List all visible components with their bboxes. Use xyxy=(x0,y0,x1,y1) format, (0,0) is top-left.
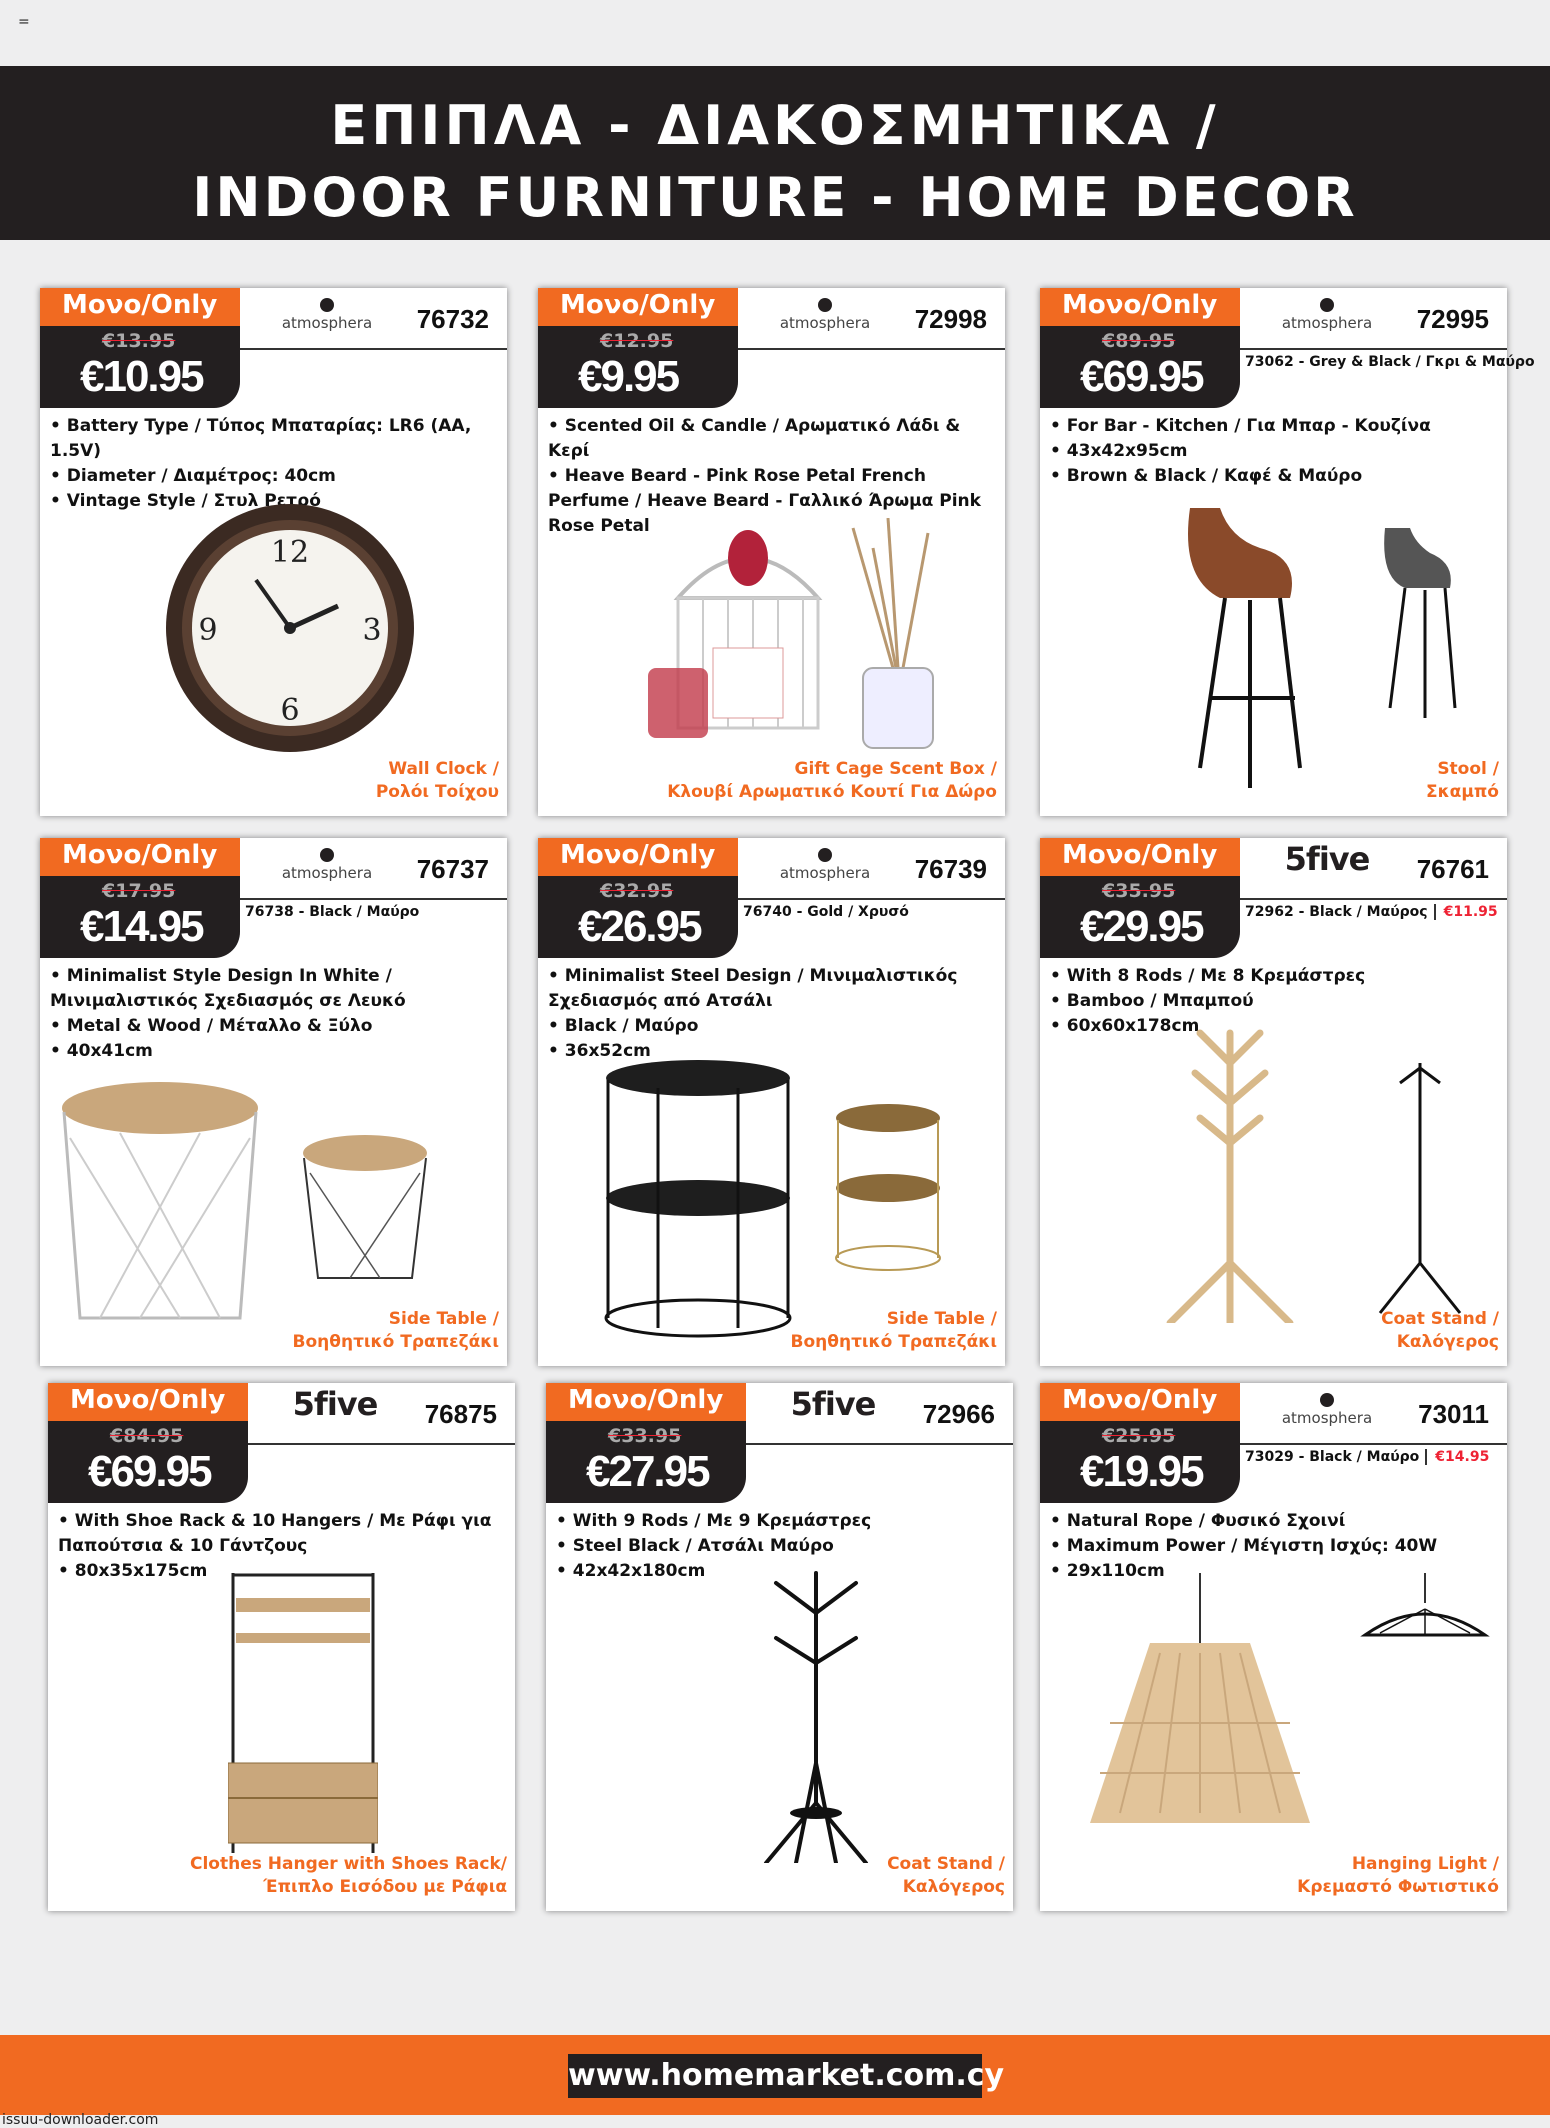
only-badge: Μονο/Only xyxy=(1040,1383,1240,1421)
feature-item: Μινιμαλιστικός Σχεδιασμός σε Λευκό xyxy=(50,991,406,1011)
brand-logo xyxy=(280,1385,390,1423)
feature-item: • Minimalist Style Design In White / xyxy=(50,966,392,986)
brand-logo xyxy=(778,1385,888,1423)
feature-item: Παπούτσια & 10 Γάντζους xyxy=(58,1536,308,1556)
footer-bar xyxy=(0,2035,1550,2115)
only-badge: Μονο/Only xyxy=(538,838,738,876)
brand-name: 5five xyxy=(790,1385,876,1423)
product-card xyxy=(40,288,507,816)
product-label xyxy=(190,1853,507,1899)
feature-item: • Diameter / Διαμέτρος: 40cm xyxy=(50,466,336,486)
brand-logo xyxy=(1272,1393,1382,1427)
feature-item: • With 9 Rods / Με 9 Κρεμάστρες xyxy=(556,1511,872,1531)
product-code: 76732 xyxy=(416,304,489,334)
brand-logo-icon xyxy=(818,848,832,862)
feature-item: • 29x110cm xyxy=(1050,1561,1165,1581)
product-name-greek: Καλόγερος xyxy=(1396,1332,1499,1352)
feature-item: • 36x52cm xyxy=(548,1041,651,1061)
price-box xyxy=(1040,326,1240,408)
feature-list xyxy=(548,964,999,1064)
product-name-english: Coat Stand / xyxy=(887,1854,1005,1874)
product-card xyxy=(40,838,507,1366)
variant-info xyxy=(1245,1449,1497,1465)
product-image xyxy=(228,1573,378,1857)
feature-item: • Bamboo / Μπαμπού xyxy=(1050,991,1254,1011)
variant-text: 76740 - Gold / Χρυσό xyxy=(743,904,909,920)
product-code: 76739 xyxy=(914,854,987,884)
menu-mark: = xyxy=(18,14,30,30)
product-code: 72998 xyxy=(914,304,987,334)
old-price: €25.95 xyxy=(1102,1425,1176,1447)
feature-item: • Heave Beard - Pink Rose Petal French xyxy=(548,466,926,486)
feature-item: • Minimalist Steel Design / Μινιμαλιστικός xyxy=(548,966,958,986)
brand-logo xyxy=(1272,298,1382,332)
svg-text:9: 9 xyxy=(198,613,218,648)
feature-item: • 80x35x175cm xyxy=(58,1561,208,1581)
current-price: €19.95 xyxy=(1080,1447,1203,1496)
price-box xyxy=(538,876,738,958)
brand-name: atmosphera xyxy=(779,864,871,882)
product-name-greek: Κρεμαστό Φωτιστικό xyxy=(1297,1877,1499,1897)
old-price: €32.95 xyxy=(600,880,674,902)
svg-text:6: 6 xyxy=(280,693,300,728)
feature-item: • 40x41cm xyxy=(50,1041,153,1061)
brand-logo xyxy=(272,848,382,882)
price-box xyxy=(538,326,738,408)
product-name-english: Wall Clock / xyxy=(388,759,499,779)
feature-item: Rose Petal xyxy=(548,516,650,536)
credit-text: issuu-downloader.com xyxy=(2,2112,159,2128)
feature-item: • Vintage Style / Στυλ Ρετρό xyxy=(50,491,321,511)
product-code: 73011 xyxy=(1418,1399,1489,1429)
price-box xyxy=(1040,876,1240,958)
current-price: €69.95 xyxy=(1080,352,1203,401)
product-card xyxy=(1040,288,1535,816)
product-card xyxy=(1040,838,1507,1366)
brand-logo xyxy=(1272,840,1382,878)
product-label xyxy=(667,758,997,804)
product-name-english: Clothes Hanger with Shoes Rack/ xyxy=(189,1854,507,1874)
feature-item: • Scented Oil & Candle / Αρωματικό Λάδι & xyxy=(548,416,961,436)
feature-item: Σχεδιασμός από Ατσάλι xyxy=(548,991,773,1011)
product-name-greek: Ρολόι Τοίχου xyxy=(375,782,499,802)
old-price: €84.95 xyxy=(110,1425,184,1447)
feature-item: • With Shoe Rack & 10 Hangers / Με Ράφι για xyxy=(58,1511,492,1531)
divider xyxy=(1240,1443,1507,1445)
product-name-english: Stool / xyxy=(1437,759,1499,779)
brand-logo xyxy=(770,848,880,882)
brand-name: atmosphera xyxy=(1281,314,1373,332)
old-price: €13.95 xyxy=(102,330,176,352)
brand-name: atmosphera xyxy=(281,864,373,882)
brand-name: atmosphera xyxy=(281,314,373,332)
brand-logo-icon xyxy=(1320,298,1334,312)
old-price: €12.95 xyxy=(600,330,674,352)
feature-item: • Black / Μαύρο xyxy=(548,1016,699,1036)
product-code: 72995 xyxy=(1416,304,1489,334)
product-name-greek: Σκαμπό xyxy=(1425,782,1499,802)
old-price: €35.95 xyxy=(1102,880,1176,902)
feature-item: • Battery Type / Τύπος Μπαταρίας: LR6 (AA, 1.5V) xyxy=(50,416,472,461)
brand-name: atmosphera xyxy=(1281,1409,1373,1427)
feature-item: • Natural Rope / Φυσικό Σχοινί xyxy=(1050,1511,1346,1531)
product-name-english: Gift Cage Scent Box / xyxy=(794,759,997,779)
price-box xyxy=(546,1421,746,1503)
header-title-english: INDOOR FURNITURE - HOME DECOR xyxy=(192,166,1358,229)
feature-list xyxy=(50,964,501,1064)
product-card xyxy=(538,838,1005,1366)
feature-item: • Metal & Wood / Μέταλλο & Ξύλο xyxy=(50,1016,373,1036)
feature-item: • 42x42x180cm xyxy=(556,1561,706,1581)
price-box xyxy=(48,1421,248,1503)
feature-item: • Steel Black / Ατσάλι Μαύρο xyxy=(556,1536,834,1556)
product-name-greek: Κλουβί Αρωματικό Κουτί Για Δώρο xyxy=(667,782,997,802)
product-image xyxy=(160,498,420,762)
divider xyxy=(240,348,507,350)
svg-text:3: 3 xyxy=(362,613,382,648)
product-label xyxy=(1381,1308,1499,1354)
product-label xyxy=(293,1308,499,1354)
page-header xyxy=(0,66,1550,240)
old-price: €33.95 xyxy=(608,1425,682,1447)
only-badge: Μονο/Only xyxy=(48,1383,248,1421)
price-box xyxy=(40,326,240,408)
product-name-english: Side Table / xyxy=(886,1309,997,1329)
product-name-english: Coat Stand / xyxy=(1381,1309,1499,1329)
feature-item: • For Bar - Kitchen / Για Μπαρ - Κουζίνα xyxy=(1050,416,1431,436)
product-code: 76737 xyxy=(416,854,489,884)
website-link[interactable]: www.homemarket.com.cy xyxy=(568,2054,982,2098)
old-price: €89.95 xyxy=(1102,330,1176,352)
only-badge: Μονο/Only xyxy=(40,288,240,326)
product-image xyxy=(1120,1023,1500,1327)
product-card xyxy=(48,1383,515,1911)
variant-info xyxy=(1245,354,1535,370)
product-image xyxy=(1120,488,1480,792)
product-name-greek: Καλόγερος xyxy=(902,1877,1005,1897)
product-card xyxy=(1040,1383,1507,1911)
only-badge: Μονο/Only xyxy=(546,1383,746,1421)
current-price: €29.95 xyxy=(1080,902,1203,951)
brand-logo-icon xyxy=(818,298,832,312)
variant-text: 73029 - Black / Μαύρο xyxy=(1245,1449,1420,1465)
product-label xyxy=(1426,758,1499,804)
header-title-greek: ΕΠΙΠΛΑ - ΔΙΑΚΟΣΜΗΤΙΚΑ / xyxy=(330,94,1220,157)
feature-item: • Maximum Power / Μέγιστη Ισχύς: 40W xyxy=(1050,1536,1438,1556)
variant-price: €14.95 xyxy=(1425,1449,1489,1465)
current-price: €26.95 xyxy=(578,902,701,951)
current-price: €10.95 xyxy=(80,352,203,401)
brand-name: 5five xyxy=(1284,840,1370,878)
divider xyxy=(1240,898,1507,900)
old-price: €17.95 xyxy=(102,880,176,902)
variant-text: 76738 - Black / Μαύρο xyxy=(245,904,420,920)
product-name-english: Side Table / xyxy=(388,1309,499,1329)
brand-logo-icon xyxy=(320,848,334,862)
product-label xyxy=(887,1853,1005,1899)
product-image xyxy=(1080,1573,1500,1847)
variant-price: €11.95 xyxy=(1434,904,1498,920)
product-label xyxy=(791,1308,997,1354)
only-badge: Μονο/Only xyxy=(40,838,240,876)
divider xyxy=(738,898,1005,900)
product-card xyxy=(546,1383,1013,1911)
product-name-greek: Βοηθητικό Τραπεζάκι xyxy=(292,1332,499,1352)
price-box xyxy=(1040,1421,1240,1503)
brand-logo xyxy=(770,298,880,332)
feature-item: • With 8 Rods / Με 8 Κρεμάστρες xyxy=(1050,966,1366,986)
product-code: 76761 xyxy=(1416,854,1489,884)
only-badge: Μονο/Only xyxy=(538,288,738,326)
current-price: €9.95 xyxy=(578,352,679,401)
variant-info xyxy=(743,904,995,920)
product-image xyxy=(736,1563,896,1867)
current-price: €69.95 xyxy=(88,1447,211,1496)
price-box xyxy=(40,876,240,958)
brand-logo-icon xyxy=(320,298,334,312)
current-price: €14.95 xyxy=(80,902,203,951)
feature-list xyxy=(1050,414,1501,489)
product-label xyxy=(376,758,499,804)
variant-text: 72962 - Black / Μαύρος xyxy=(1245,904,1428,920)
product-card xyxy=(538,288,1005,816)
divider xyxy=(738,348,1005,350)
feature-item: • 60x60x178cm xyxy=(1050,1016,1200,1036)
current-price: €27.95 xyxy=(586,1447,709,1496)
divider xyxy=(240,898,507,900)
product-name-greek: Βοηθητικό Τραπεζάκι xyxy=(790,1332,997,1352)
feature-item: • 43x42x95cm xyxy=(1050,441,1188,461)
variant-info xyxy=(1245,904,1497,920)
only-badge: Μονο/Only xyxy=(1040,838,1240,876)
product-label xyxy=(1297,1853,1499,1899)
divider xyxy=(1240,348,1507,350)
only-badge: Μονο/Only xyxy=(1040,288,1240,326)
product-name-greek: Έπιπλο Εισόδου με Ράφια xyxy=(263,1877,507,1897)
product-name-english: Hanging Light / xyxy=(1351,1854,1499,1874)
brand-logo-icon xyxy=(1320,1393,1334,1407)
divider xyxy=(248,1443,515,1445)
brand-name: atmosphera xyxy=(779,314,871,332)
product-image xyxy=(638,518,968,762)
divider xyxy=(746,1443,1013,1445)
product-code: 72966 xyxy=(922,1399,995,1429)
brand-logo xyxy=(272,298,382,332)
feature-item: Perfume / Heave Beard - Γαλλικό Άρωμα Pink xyxy=(548,491,981,511)
variant-text: 73062 - Grey & Black / Γκρι & Μαύρο xyxy=(1245,354,1535,370)
product-code: 76875 xyxy=(424,1399,497,1429)
feature-item: • Brown & Black / Καφέ & Μαύρο xyxy=(1050,466,1363,486)
svg-text:12: 12 xyxy=(270,535,310,570)
brand-name: 5five xyxy=(292,1385,378,1423)
feature-item: Κερί xyxy=(548,441,590,461)
variant-info xyxy=(245,904,497,920)
